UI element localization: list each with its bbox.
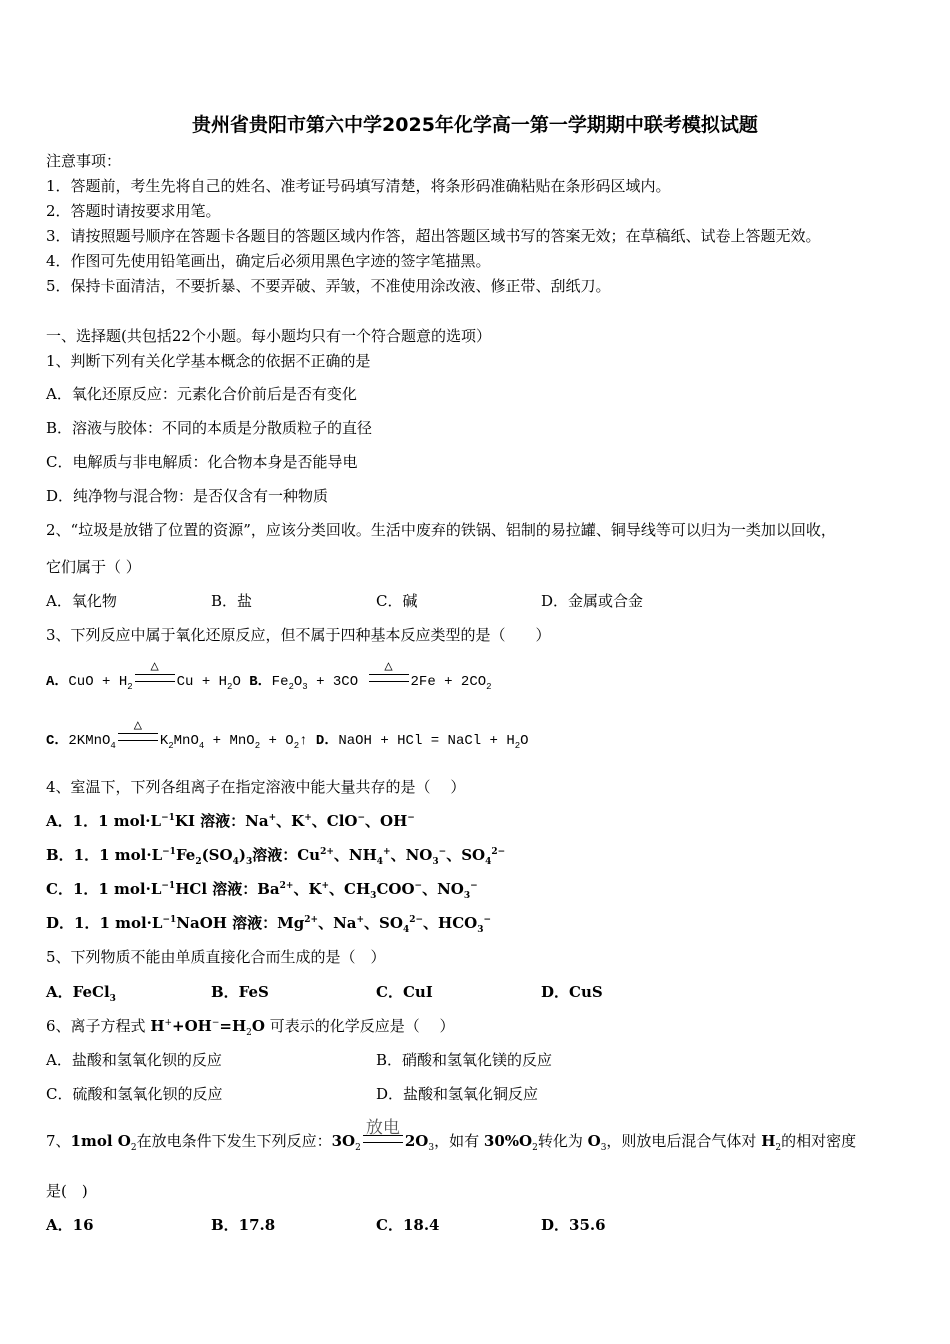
text: KI 溶液：Na bbox=[174, 812, 269, 830]
question-7-option: D．35.6 bbox=[541, 1216, 606, 1234]
superscript: − bbox=[438, 847, 447, 857]
subscript: 3 bbox=[370, 891, 377, 901]
question-1-stem: 1、判断下列有关化学基本概念的依据不正确的是 bbox=[46, 352, 371, 370]
text: 可表示的化学反应是（ ） bbox=[264, 1017, 455, 1035]
question-4-stem: 4、室温下，下列各组离子在指定溶液中能大量共存的是（ ） bbox=[46, 778, 466, 796]
question-6-option: A．盐酸和氢氧化钡的反应 bbox=[46, 1051, 222, 1069]
text: A．1．1 mol·L bbox=[46, 812, 162, 830]
superscript: −1 bbox=[161, 881, 176, 891]
superscript: + bbox=[383, 847, 391, 857]
text: 在放电条件下发生下列反应： bbox=[136, 1132, 332, 1150]
bold-text: 1mol O bbox=[70, 1132, 131, 1150]
superscript: 2+ bbox=[304, 915, 319, 925]
question-4-option bbox=[46, 879, 478, 899]
subscript: 3 bbox=[432, 857, 439, 867]
subscript: 2 bbox=[486, 681, 492, 692]
bold-text: B． bbox=[249, 674, 272, 690]
question-1-option: B．溶液与胶体：不同的本质是分散质粒子的直径 bbox=[46, 419, 373, 437]
page-title: 贵州省贵阳市第六中学2025年化学高一第一学期期中联考模拟试题 bbox=[192, 114, 758, 136]
subscript: 2 bbox=[168, 740, 174, 751]
bold-text: O bbox=[251, 1017, 265, 1035]
subscript: 2 bbox=[246, 1028, 252, 1038]
superscript: 2+ bbox=[279, 881, 294, 891]
section-heading: 一、选择题(共包括22个小题。每小题均只有一个符合题意的选项） bbox=[46, 327, 491, 345]
bold-text: C． bbox=[46, 733, 69, 749]
text: 7、 bbox=[46, 1132, 71, 1150]
subscript: 4 bbox=[402, 925, 410, 935]
question-6-stem bbox=[46, 1016, 455, 1036]
question-4-option bbox=[46, 845, 505, 865]
text: 、CH bbox=[329, 880, 371, 898]
text: 溶液：Cu bbox=[252, 846, 321, 864]
text: 、K bbox=[276, 812, 305, 830]
bold-text: 3O bbox=[331, 1132, 356, 1150]
superscript: − bbox=[211, 1018, 220, 1028]
question-3-options-cd bbox=[46, 718, 529, 751]
text: 转化为 bbox=[537, 1132, 588, 1150]
bold-text: H bbox=[761, 1132, 776, 1150]
subscript: 2 bbox=[254, 740, 261, 751]
question-2-option: C．碱 bbox=[376, 592, 418, 610]
superscript: − bbox=[483, 915, 492, 925]
superscript: + bbox=[321, 881, 330, 891]
notes-heading: 注意事项： bbox=[46, 152, 122, 170]
text: Fe bbox=[271, 674, 289, 690]
text: 、NO bbox=[390, 846, 433, 864]
text: B．FeS bbox=[211, 983, 269, 1001]
text: + O bbox=[260, 733, 294, 749]
subscript: 2 bbox=[514, 740, 521, 751]
text: 、HCO bbox=[423, 914, 478, 932]
subscript: 3 bbox=[302, 681, 308, 692]
bold-text: O bbox=[587, 1132, 601, 1150]
bold-text: A． bbox=[46, 674, 69, 690]
question-6-option: B．硝酸和氢氧化镁的反应 bbox=[376, 1051, 553, 1069]
superscript: 2+ bbox=[320, 847, 334, 857]
question-7-option: C．18.4 bbox=[376, 1216, 440, 1234]
text: 、Na bbox=[318, 914, 357, 932]
subscript: 3 bbox=[428, 1143, 435, 1153]
question-3-options-ab bbox=[46, 659, 492, 692]
text: O bbox=[520, 733, 529, 749]
subscript: 2 bbox=[288, 681, 294, 692]
subscript: 2 bbox=[130, 1143, 137, 1153]
question-7-option: B．17.8 bbox=[211, 1216, 276, 1234]
superscript: − bbox=[357, 813, 366, 823]
question-6-option: D．盐酸和氢氧化铜反应 bbox=[376, 1085, 539, 1103]
superscript: −1 bbox=[161, 813, 175, 823]
question-5-option bbox=[541, 982, 603, 1002]
reaction-condition: △ bbox=[150, 659, 159, 675]
bold-text: 2O bbox=[404, 1132, 429, 1150]
subscript: 3 bbox=[463, 891, 471, 901]
subscript: 4 bbox=[110, 740, 116, 751]
reaction-condition-equals bbox=[118, 718, 158, 741]
text: 、OH bbox=[365, 812, 408, 830]
text: (SO bbox=[201, 846, 233, 864]
note-item: 1．答题前，考生先将自己的姓名、准考证号码填写清楚，将条形码准确粘贴在条形码区域内。 bbox=[46, 177, 671, 195]
question-4-option bbox=[46, 811, 415, 831]
question-2-option: A．氧化物 bbox=[46, 592, 117, 610]
superscript: −1 bbox=[162, 847, 176, 857]
subscript: 4 bbox=[232, 857, 239, 867]
question-1-option: C．电解质与非电解质：化合物本身是否能导电 bbox=[46, 453, 358, 471]
reaction-condition: 放电 bbox=[365, 1118, 400, 1138]
text: 2KMnO bbox=[68, 733, 111, 749]
text: MnO bbox=[173, 733, 199, 749]
text: A．FeCl bbox=[46, 983, 110, 1001]
text: COO bbox=[376, 880, 415, 898]
text: D．1．1 mol·L bbox=[46, 914, 163, 932]
text: C．1．1 mol·L bbox=[46, 880, 162, 898]
reaction-condition-equals bbox=[369, 659, 409, 682]
text: ，则放电后混合气体对 bbox=[606, 1132, 762, 1150]
superscript: − bbox=[407, 813, 415, 823]
note-item: 5．保持卡面清洁，不要折暴、不要弄破、弄皱，不准使用涂改液、修正带、刮纸刀。 bbox=[46, 277, 611, 295]
text: + 3CO bbox=[307, 674, 367, 690]
superscript: + bbox=[356, 915, 365, 925]
text: O bbox=[232, 674, 250, 690]
subscript: 2 bbox=[355, 1143, 361, 1153]
bold-text: 30%O bbox=[483, 1132, 533, 1150]
superscript: + bbox=[268, 813, 277, 823]
subscript: 2 bbox=[532, 1143, 538, 1153]
reaction-condition: △ bbox=[384, 659, 393, 675]
text: Cu + H bbox=[176, 674, 228, 690]
text: ) bbox=[238, 846, 246, 864]
subscript: 4 bbox=[485, 857, 492, 867]
subscript: 2 bbox=[127, 681, 133, 692]
superscript: −1 bbox=[162, 915, 177, 925]
text: 、SO bbox=[364, 914, 403, 932]
text: 的相对密度 bbox=[781, 1132, 857, 1150]
question-1-option: A．氧化还原反应：元素化合价前后是否有变化 bbox=[46, 385, 357, 403]
text: 6、离子方程式 bbox=[46, 1017, 151, 1035]
text: O bbox=[293, 674, 303, 690]
question-2-stem-cont: 它们属于（ ） bbox=[46, 558, 141, 576]
subscript: 2 bbox=[775, 1143, 782, 1153]
question-7-option: A．16 bbox=[46, 1216, 94, 1234]
question-5-option bbox=[211, 982, 269, 1002]
text: CuO + H bbox=[68, 674, 128, 690]
text: 、SO bbox=[446, 846, 486, 864]
reaction-condition-equals bbox=[135, 659, 175, 682]
subscript: 2 bbox=[195, 857, 202, 867]
text: ↑ bbox=[299, 733, 316, 749]
text: ，如有 bbox=[434, 1132, 484, 1150]
subscript: 2 bbox=[293, 740, 300, 751]
subscript: 4 bbox=[198, 740, 205, 751]
subscript: 4 bbox=[376, 857, 384, 867]
note-item: 2．答题时请按要求用笔。 bbox=[46, 202, 221, 220]
text: NaOH + HCl = NaCl + H bbox=[338, 733, 515, 749]
superscript: 2− bbox=[491, 847, 506, 857]
question-4-option bbox=[46, 913, 491, 933]
question-7-stem-cont: 是( ) bbox=[46, 1182, 88, 1200]
text: HCl 溶液：Ba bbox=[175, 880, 280, 898]
question-5-stem: 5、下列物质不能由单质直接化合而生成的是（ ） bbox=[46, 948, 386, 966]
text: Fe bbox=[175, 846, 196, 864]
superscript: − bbox=[470, 881, 478, 891]
subscript: 2 bbox=[227, 681, 233, 692]
question-3-stem: 3、下列反应中属于氧化还原反应，但不属于四种基本反应类型的是（ ） bbox=[46, 626, 551, 644]
reaction-condition-equals bbox=[363, 1118, 403, 1143]
text: NaOH 溶液：Mg bbox=[176, 914, 305, 932]
text: C．CuI bbox=[376, 983, 433, 1001]
text: 、NH bbox=[333, 846, 377, 864]
note-item: 3．请按照题号顺序在答题卡各题目的答题区域内作答，超出答题区域书写的答案无效；在草稿纸、试卷上答题无效。 bbox=[46, 227, 821, 245]
question-5-option bbox=[376, 982, 433, 1002]
question-5-option bbox=[46, 982, 116, 1002]
subscript: 3 bbox=[245, 857, 253, 867]
question-1-option: D．纯净物与混合物：是否仅含有一种物质 bbox=[46, 487, 329, 505]
question-7-stem bbox=[46, 1118, 857, 1153]
text: + MnO bbox=[204, 733, 255, 749]
superscript: + bbox=[164, 1018, 173, 1028]
question-6-option: C．硫酸和氢氧化钡的反应 bbox=[46, 1085, 223, 1103]
question-2-option: B．盐 bbox=[211, 592, 253, 610]
text: B．1．1 mol·L bbox=[46, 846, 163, 864]
superscript: − bbox=[414, 881, 423, 891]
superscript: + bbox=[304, 813, 312, 823]
bold-text: +OH bbox=[172, 1017, 212, 1035]
text: 、NO bbox=[422, 880, 464, 898]
bold-text: D． bbox=[315, 733, 339, 749]
subscript: 3 bbox=[477, 925, 484, 935]
text: 2Fe + 2CO bbox=[410, 674, 487, 690]
text: K bbox=[159, 733, 169, 749]
subscript: 3 bbox=[109, 994, 116, 1004]
subscript: 3 bbox=[600, 1143, 607, 1153]
note-item: 4．作图可先使用铅笔画出，确定后必须用黑色字迹的签字笔描黑。 bbox=[46, 252, 491, 270]
question-2-option: D．金属或合金 bbox=[541, 592, 644, 610]
reaction-condition: △ bbox=[133, 718, 143, 734]
bold-text: =H bbox=[219, 1017, 247, 1035]
superscript: 2− bbox=[409, 915, 424, 925]
text: 、ClO bbox=[311, 812, 358, 830]
bold-text: H bbox=[150, 1017, 165, 1035]
text: 、K bbox=[293, 880, 322, 898]
question-2-stem: 2、“垃圾是放错了位置的资源”，应该分类回收。生活中废弃的铁锅、铝制的易拉罐、铜导线等可以归为一类加以回收， bbox=[46, 521, 836, 539]
text: D．CuS bbox=[541, 983, 603, 1001]
